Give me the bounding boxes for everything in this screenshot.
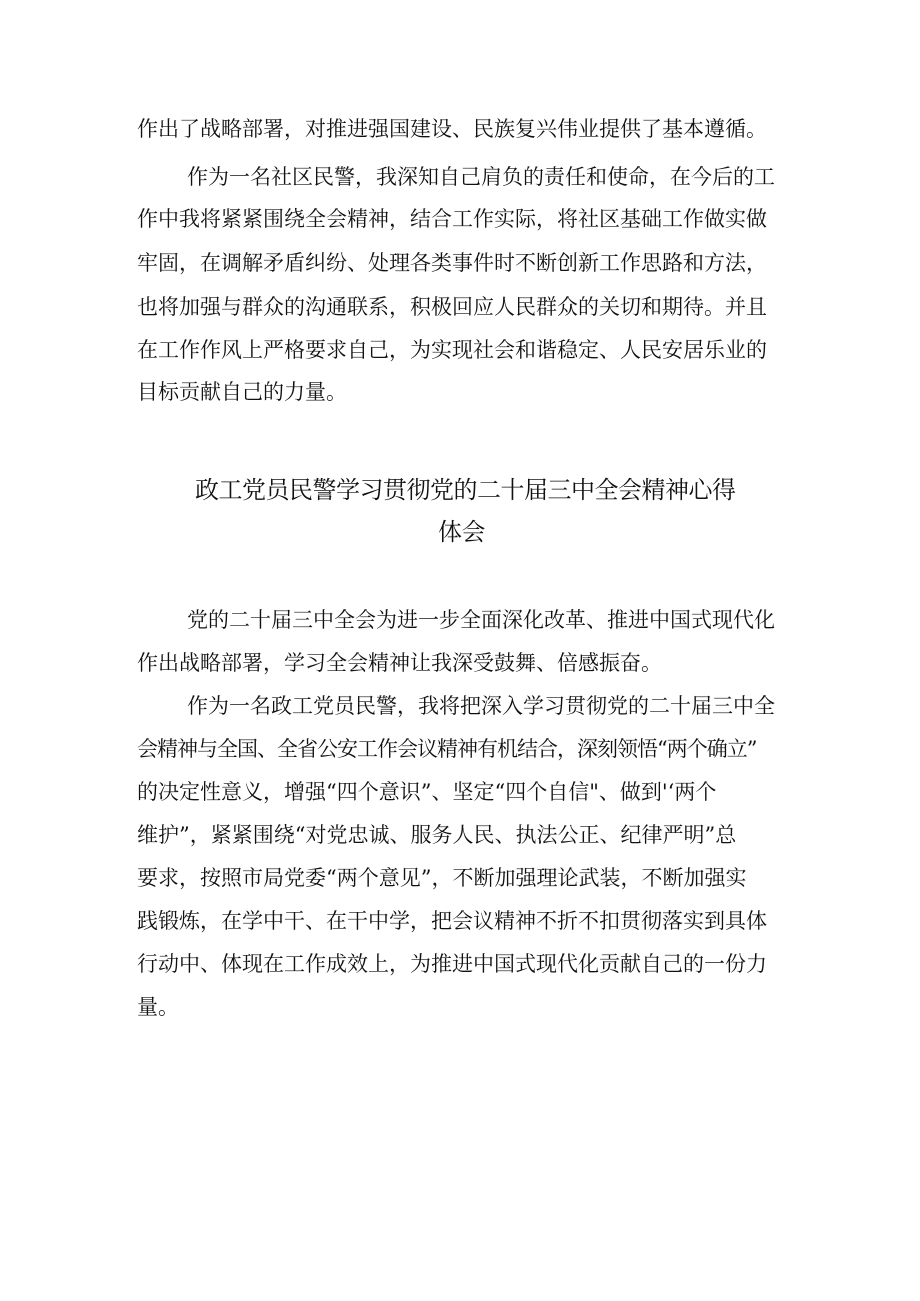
paragraph-line: 作出了战略部署，对推进强国建设、民族复兴伟业提供了基本遵循。	[137, 117, 767, 141]
paragraph-line: 践锻炼，在学中干、在干中学，把会议精神不折不扣贯彻落实到具体	[137, 909, 767, 933]
paragraph-line: 要求，按照市局党委“两个意见”，不断加强理论武装，不断加强实	[137, 866, 747, 890]
paragraph-line: 的决定性意义，增强“四个意识”、坚定“四个自信"、做到'‘两个	[137, 780, 717, 804]
paragraph-line: 行动中、体现在工作成效上，为推进中国式现代化贡献自己的一份力	[137, 952, 767, 976]
paragraph-line: 作出战略部署，学习全会精神让我深受鼓舞、倍感振奋。	[137, 651, 662, 675]
paragraph-line: 作为一名政工党员民警，我将把深入学习贯彻党的二十届三中全	[187, 694, 775, 718]
paragraph-line: 维护”，紧紧围绕“对党忠诚、服务人民、执法公正、纪律严明”总	[137, 823, 737, 847]
title-line: 体会	[438, 518, 485, 546]
paragraph-line: 党的二十届三中全会为进一步全面深化改革、推进中国式现代化	[187, 608, 775, 632]
paragraph-line: 会精神与全国、全省公安工作会议精神有机结合，深刻领悟“两个确立”	[137, 737, 757, 761]
paragraph-line: 在工作作风上严格要求自己，为实现社会和谐稳定、人民安居乐业的	[137, 338, 767, 362]
paragraph-line: 作为一名社区民警，我深知自己肩负的责任和使命，在今后的工	[187, 165, 775, 189]
paragraph-line: 牢固，在调解矛盾纠纷、处理各类事件时不断创新工作思路和方法，	[137, 251, 767, 275]
paragraph-line: 量。	[137, 995, 179, 1019]
paragraph-line: 也将加强与群众的沟通联系，积极回应人民群众的关切和期待。并且	[137, 295, 767, 319]
paragraph-line: 作中我将紧紧围绕全会精神，结合工作实际，将社区基础工作做实做	[137, 207, 767, 231]
title-line: 政工党员民警学习贯彻党的二十届三中全会精神心得	[195, 476, 736, 504]
paragraph-line: 目标贡献自己的力量。	[137, 380, 347, 404]
